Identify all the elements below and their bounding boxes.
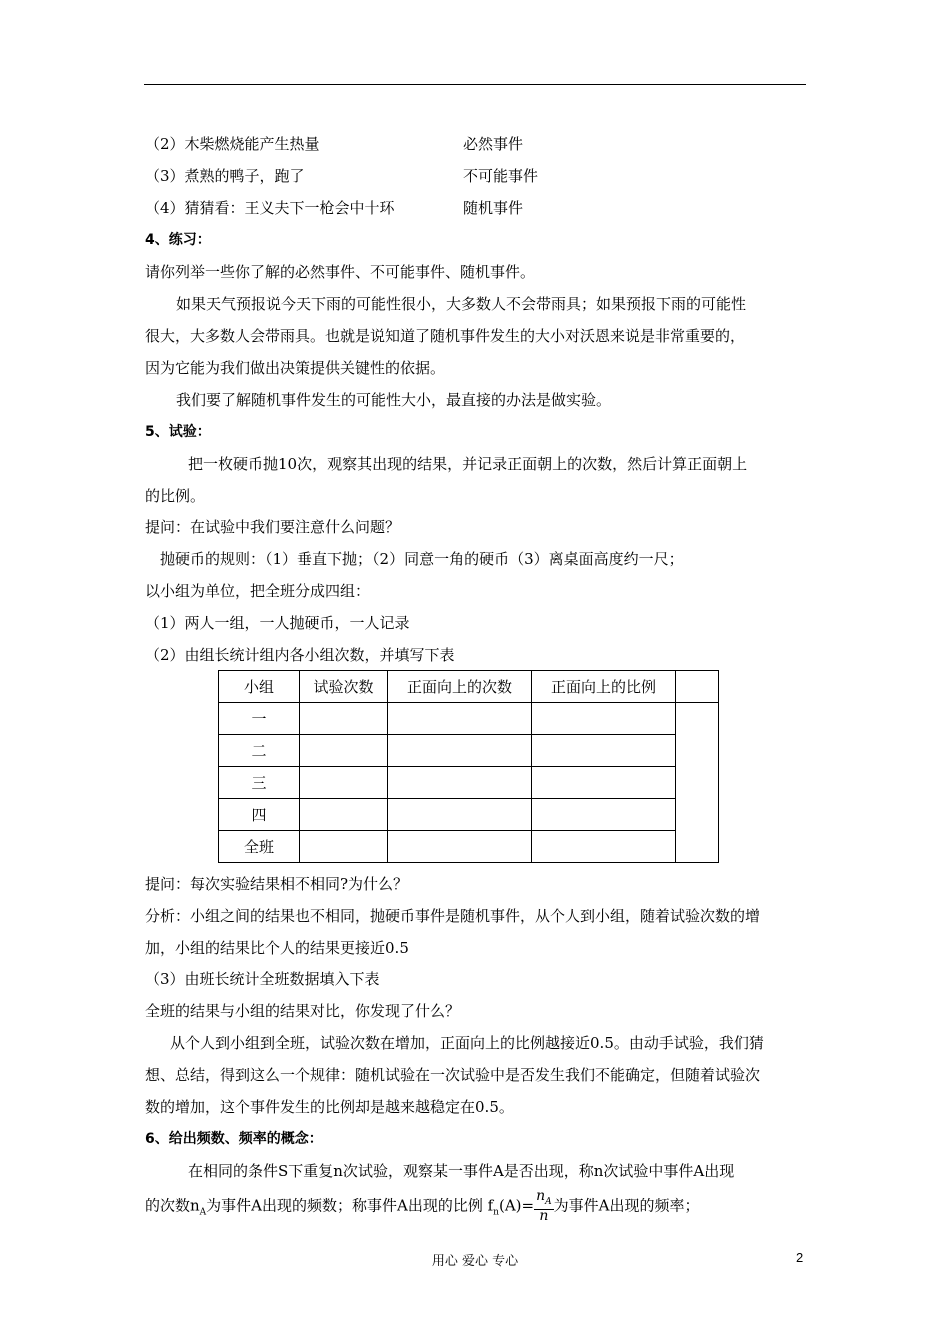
table-cell (388, 767, 532, 799)
table-cell (388, 831, 532, 863)
sec4-p1: 请你列举一些你了解的必然事件、不可能事件、随机事件。 (145, 263, 536, 281)
event-4-text: （4）猜猜看：王义夫下一枪会中十环 (145, 199, 395, 217)
table-row-label: 三 (219, 767, 300, 799)
event-4-type: 随机事件 (463, 199, 524, 217)
table-merged-cell (676, 703, 719, 863)
sec4-p2a: 如果天气预报说今天下雨的可能性很小，大多数人不会带雨具；如果预报下雨的可能性 (176, 295, 747, 313)
frac-num-sub: A (545, 1196, 552, 1207)
table-row-label: 一 (219, 703, 300, 735)
frac-den: n (539, 1207, 549, 1224)
table-cell (532, 703, 676, 735)
table-row-label: 二 (219, 735, 300, 767)
table-cell (300, 703, 388, 735)
after-q2: 提问：每次实验结果相不相同?为什么？ (145, 875, 409, 893)
sec4-p2b: 很大，大多数人会带雨具。也就是说知道了随机事件发生的大小对沃恩来说是非常重要的， (145, 327, 746, 345)
sec6-d2-sub: A (199, 1207, 207, 1218)
table-cell (532, 799, 676, 831)
table-cell (300, 735, 388, 767)
sec6-d1: 在相同的条件S下重复n次试验，观察某一事件A是否出现，称n次试验中事件A出现 (188, 1162, 735, 1180)
table-header: 正面向上的比例 (532, 671, 676, 703)
table-cell (532, 831, 676, 863)
table-header (676, 671, 719, 703)
sec5-p1b: 的比例。 (145, 487, 206, 505)
after-a1: 分析：小组之间的结果也不相同，抛硬币事件是随机事件，从个人到小组，随着试验次数的增 (145, 907, 761, 925)
after-c1: 从个人到小组到全班，试验次数在增加，正面向上的比例越接近0.5。由动手试验，我们猜 (170, 1034, 764, 1052)
table-row-label: 全班 (219, 831, 300, 863)
after-compare: 全班的结果与小组的结果对比，你发现了什么？ (145, 1002, 461, 1020)
table-header-row (219, 671, 719, 703)
sec6-d2b: 为事件A出现的频数；称事件A出现的比例 f (206, 1196, 494, 1215)
section-6-heading: 6、给出频数、频率的概念： (145, 1131, 323, 1147)
page-number: 2 (796, 1250, 804, 1265)
footer-motto: 用心 爱心 专心 (431, 1254, 519, 1269)
sec6-d2c: (A)= (498, 1196, 535, 1215)
sec6-d2-fsub: n (493, 1207, 499, 1218)
sec5-step2: （2）由组长统计组内各小组次数，并填写下表 (145, 646, 455, 664)
table-cell (300, 831, 388, 863)
after-c2: 想、总结，得到这么一个规律：随机试验在一次试验中是否发生我们不能确定，但随着试验次 (145, 1066, 761, 1084)
table-header: 试验次数 (300, 671, 388, 703)
results-table (218, 670, 719, 863)
sec4-p3: 我们要了解随机事件发生的可能性大小，最直接的办法是做实验。 (176, 391, 612, 409)
table-row (219, 767, 719, 799)
after-step3: （3）由班长统计全班数据填入下表 (145, 970, 380, 988)
table-row-label: 四 (219, 799, 300, 831)
table-cell (388, 735, 532, 767)
table-cell (388, 799, 532, 831)
event-2-text: （2）木柴燃烧能产生热量 (145, 135, 320, 153)
sec5-q1: 提问：在试验中我们要注意什么问题？ (145, 518, 401, 536)
sec5-step1: （1）两人一组，一人抛硬币，一人记录 (145, 614, 410, 632)
table-header: 正面向上的次数 (388, 671, 532, 703)
table-row (219, 831, 719, 863)
sec5-p1a: 把一枚硬币抛10次，观察其出现的结果，并记录正面朝上的次数，然后计算正面朝上 (188, 455, 748, 473)
event-3-type: 不可能事件 (463, 167, 539, 185)
frac-num: n (536, 1188, 546, 1204)
table-header: 小组 (219, 671, 300, 703)
table-row (219, 799, 719, 831)
sec4-p2c: 因为它能为我们做出决策提供关键性的依据。 (145, 359, 446, 377)
table-cell (300, 767, 388, 799)
after-c3: 数的增加，这个事件发生的比例却是越来越稳定在0.5。 (145, 1098, 514, 1116)
sec6-d2a: 的次数n (145, 1196, 200, 1215)
section-4-heading: 4、练习： (145, 232, 211, 248)
sec6-d2 (145, 1190, 699, 1223)
table-cell (532, 767, 676, 799)
sec6-d2d: 为事件A出现的频率； (553, 1196, 700, 1215)
header-rule (144, 84, 806, 85)
sec5-group: 以小组为单位，把全班分成四组： (145, 582, 371, 600)
event-2-type: 必然事件 (463, 135, 524, 153)
sec5-rules: 抛硬币的规则：（1）垂直下抛；（2）同意一角的硬币（3）离桌面高度约一尺； (160, 550, 684, 568)
section-5-heading: 5、试验： (145, 424, 211, 440)
frequency-fraction (534, 1190, 554, 1223)
table-row (219, 735, 719, 767)
table-cell (300, 799, 388, 831)
table-cell (532, 735, 676, 767)
table-row (219, 703, 719, 735)
after-a2: 加，小组的结果比个人的结果更接近0.5 (145, 939, 409, 957)
event-3-text: （3）煮熟的鸭子，跑了 (145, 167, 305, 185)
table-cell (388, 703, 532, 735)
